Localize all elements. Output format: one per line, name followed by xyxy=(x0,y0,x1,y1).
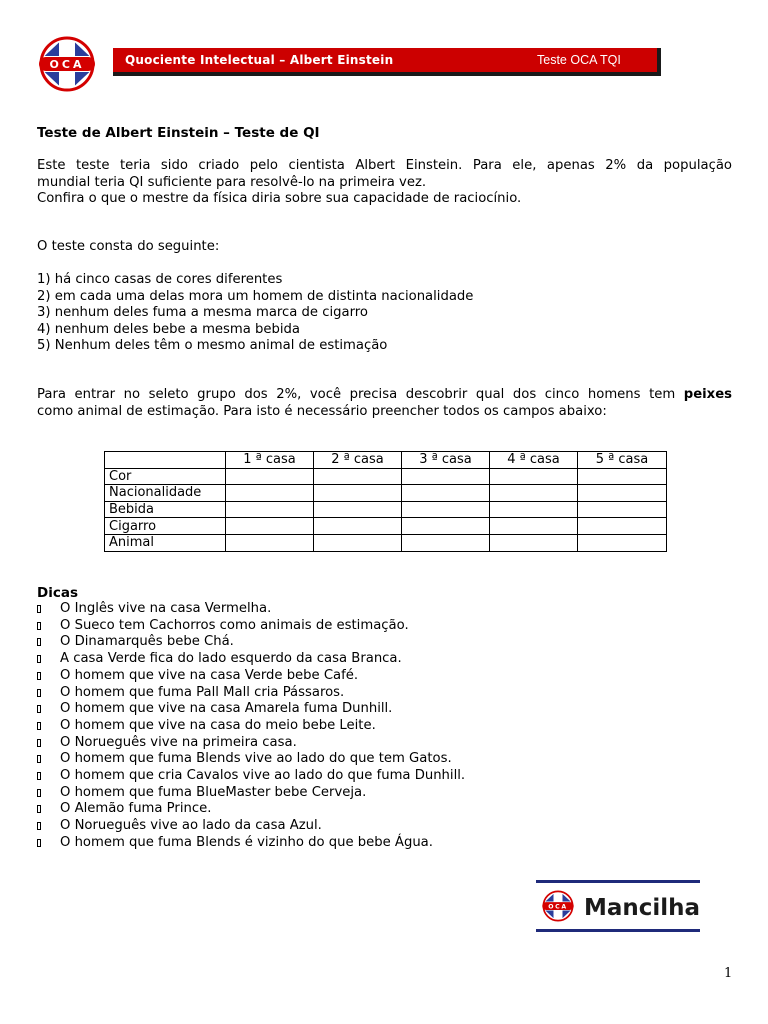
task-paragraph xyxy=(37,387,732,420)
bullet-icon xyxy=(37,622,41,630)
grid-cell[interactable] xyxy=(314,501,402,518)
rule-item: 2) em cada uma delas mora um homem de distinta nacionalidade xyxy=(37,288,474,304)
svg-text:OCA: OCA xyxy=(548,903,568,911)
dica-item xyxy=(37,634,465,651)
grid-cell[interactable] xyxy=(226,485,314,502)
dica-text: O homem que fuma BlueMaster bebe Cerveja. xyxy=(60,784,367,800)
dica-text: O Inglês vive na casa Vermelha. xyxy=(60,601,272,616)
grid-cell[interactable] xyxy=(402,518,490,535)
grid-row xyxy=(105,518,667,535)
rule-item: 4) nenhum deles bebe a mesma bebida xyxy=(37,321,300,337)
bullet-icon xyxy=(37,605,41,613)
consists-line: O teste consta do seguinte: xyxy=(37,239,220,254)
intro-line: Este teste teria sido criado pelo cientista Albert Einstein. Para ele, apenas 2% da população xyxy=(37,158,732,173)
dica-item xyxy=(37,668,465,685)
dica-item xyxy=(37,768,465,785)
grid-cell[interactable] xyxy=(314,518,402,535)
grid-cell[interactable] xyxy=(314,534,402,551)
column-header: 5 ª casa xyxy=(578,452,667,469)
dica-text: O homem que vive na casa Verde bebe Café. xyxy=(60,667,359,683)
bullet-icon xyxy=(37,689,41,697)
svg-text:OCA: OCA xyxy=(49,58,85,71)
document-title: Teste de Albert Einstein – Teste de QI xyxy=(37,125,320,141)
dica-text: O Norueguês vive na primeira casa. xyxy=(60,734,297,750)
dica-text: O homem que fuma Pall Mall cria Pássaros. xyxy=(60,684,345,700)
dicas-heading: Dicas xyxy=(37,585,78,601)
grid-row xyxy=(105,485,667,502)
task-line: como animal de estimação. Para isto é necessário preencher todos os campos abaixo: xyxy=(37,403,607,419)
dica-item xyxy=(37,835,465,852)
grid-cell[interactable] xyxy=(314,485,402,502)
rule-item: 5) Nenhum deles têm o mesmo animal de estimação xyxy=(37,338,388,354)
row-label: Nacionalidade xyxy=(105,485,226,502)
logo-rule-bottom xyxy=(536,929,700,932)
dica-text: O Alemão fuma Prince. xyxy=(60,801,212,817)
logo-rule-top xyxy=(536,880,700,883)
column-header: 2 ª casa xyxy=(314,452,402,469)
dica-item xyxy=(37,751,465,768)
column-header: 1 ª casa xyxy=(226,452,314,469)
row-label: Cor xyxy=(105,468,226,485)
bullet-icon xyxy=(37,672,41,680)
grid-cell[interactable] xyxy=(490,485,578,502)
dica-item xyxy=(37,785,465,802)
grid-cell[interactable] xyxy=(490,534,578,551)
oca-logo xyxy=(35,34,99,94)
dica-text: O homem que fuma Blends é vizinho do que bebe Água. xyxy=(60,834,433,850)
dica-text: O Dinamarquês bebe Chá. xyxy=(60,634,234,650)
task-line xyxy=(37,387,732,404)
grid-cell[interactable] xyxy=(226,501,314,518)
header-banner xyxy=(113,48,661,76)
mancilha-logo xyxy=(536,880,700,932)
dica-text: O homem que vive na casa Amarela fuma Dunhill. xyxy=(60,701,393,717)
row-label: Animal xyxy=(105,534,226,551)
grid-cell[interactable] xyxy=(490,501,578,518)
grid-cell[interactable] xyxy=(402,534,490,551)
dica-item xyxy=(37,801,465,818)
grid-cell[interactable] xyxy=(226,518,314,535)
column-header: 4 ª casa xyxy=(490,452,578,469)
grid-corner xyxy=(105,452,226,469)
dica-item xyxy=(37,701,465,718)
grid-cell[interactable] xyxy=(578,518,667,535)
task-highlight: peixes xyxy=(683,387,732,402)
grid-cell[interactable] xyxy=(402,468,490,485)
grid-cell[interactable] xyxy=(490,518,578,535)
bullet-icon xyxy=(37,739,41,747)
grid-cell[interactable] xyxy=(226,468,314,485)
dica-item xyxy=(37,685,465,702)
grid-cell[interactable] xyxy=(490,468,578,485)
bullet-icon xyxy=(37,789,41,797)
page-number: 1 xyxy=(724,966,733,981)
dica-item xyxy=(37,718,465,735)
header-title: Quociente Intelectual – Albert Einstein xyxy=(125,53,394,67)
grid-cell[interactable] xyxy=(578,534,667,551)
dica-text: O Norueguês vive ao lado da casa Azul. xyxy=(60,818,322,834)
rule-item: 3) nenhum deles fuma a mesma marca de cigarro xyxy=(37,305,368,321)
grid-header-row xyxy=(105,452,667,469)
dica-item xyxy=(37,618,465,635)
task-text: Para entrar no seleto grupo dos 2%, você precisa descobrir qual dos cinco homens tem xyxy=(37,387,684,402)
rule-item: 1) há cinco casas de cores diferentes xyxy=(37,272,283,287)
dica-text: O homem que vive na casa do meio bebe Leite. xyxy=(60,717,376,733)
intro-paragraph xyxy=(37,158,732,208)
grid-cell[interactable] xyxy=(578,501,667,518)
rules-list xyxy=(37,272,473,355)
bullet-icon xyxy=(37,839,41,847)
oca-logo-small xyxy=(540,889,576,923)
bullet-icon xyxy=(37,822,41,830)
bullet-icon xyxy=(37,655,41,663)
grid-cell[interactable] xyxy=(578,485,667,502)
dica-item xyxy=(37,735,465,752)
grid-cell[interactable] xyxy=(314,468,402,485)
dicas-list xyxy=(37,601,465,852)
intro-line: Confira o que o mestre da física diria sobre sua capacidade de raciocínio. xyxy=(37,191,522,207)
dica-item xyxy=(37,601,465,618)
bullet-icon xyxy=(37,722,41,730)
solution-grid xyxy=(104,451,667,552)
brand-name: Mancilha xyxy=(584,895,701,921)
dica-text: O homem que cria Cavalos vive ao lado do que fuma Dunhill. xyxy=(60,768,466,784)
dica-item xyxy=(37,818,465,835)
dica-item xyxy=(37,651,465,668)
bullet-icon xyxy=(37,638,41,646)
row-label: Bebida xyxy=(105,501,226,518)
row-label: Cigarro xyxy=(105,518,226,535)
dica-text: A casa Verde fica do lado esquerdo da casa Branca. xyxy=(60,651,402,667)
grid-row xyxy=(105,501,667,518)
grid-cell[interactable] xyxy=(226,534,314,551)
grid-cell[interactable] xyxy=(402,485,490,502)
dica-text: O homem que fuma Blends vive ao lado do que tem Gatos. xyxy=(60,751,452,767)
intro-line: mundial teria QI suficiente para resolvê-lo na primeira vez. xyxy=(37,174,427,190)
bullet-icon xyxy=(37,705,41,713)
grid-row xyxy=(105,468,667,485)
grid-cell[interactable] xyxy=(578,468,667,485)
bullet-icon xyxy=(37,755,41,763)
bullet-icon xyxy=(37,805,41,813)
bullet-icon xyxy=(37,772,41,780)
grid-row xyxy=(105,534,667,551)
dica-text: O Sueco tem Cachorros como animais de estimação. xyxy=(60,617,409,633)
header-right-label: Teste OCA TQI xyxy=(537,53,621,67)
column-header: 3 ª casa xyxy=(402,452,490,469)
grid-cell[interactable] xyxy=(402,501,490,518)
